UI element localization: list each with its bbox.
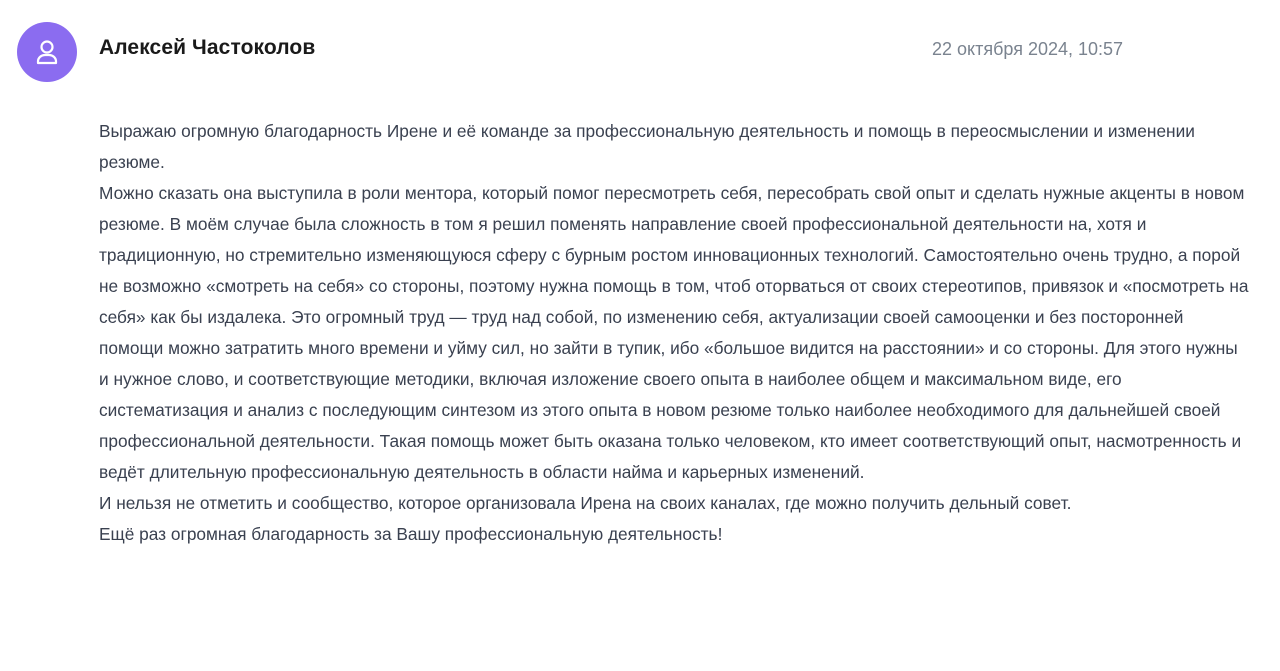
review-paragraph: И нельзя не отметить и сообщество, которое организовала Ирена на своих каналах, где можно получить дельный совет. (99, 493, 1072, 513)
review-paragraph: Выражаю огромную благодарность Ирене и её команде за профессиональную деятельность и помощь в переосмыслении и изменении резюме. (99, 121, 1195, 172)
review-text (99, 116, 1249, 550)
author-name: Алексей Частоколов (99, 36, 316, 59)
avatar (17, 22, 77, 82)
review-paragraph: Можно сказать она выступила в роли ментора, который помог пересмотреть себя, пересобрать свой опыт и сделать нужные акценты в новом резюме. В моём случае была сложность в том я решил поменять направление своей профессиональной деятельности на, хотя и традиционную, но стремительно изменяющуюся сферу с бурным ростом инновационных технологий. Самостоятельно очень трудно, а порой не возможно «смотреть на себя» со стороны, поэтому нужна помощь в том, чтоб оторваться от своих стереотипов, привязок и «посмотреть на себя» как бы издалека. Это огромный труд — труд над собой, по изменению себя, актуализации своей самооценки и без посторонней помощи можно затратить много времени и уйму сил, но зайти в тупик, ибо «большое видится на расстоянии» и со стороны. Для этого нужны и нужное слово, и соответствующие методики, включая изложение своего опыта в наиболее общем и максимальном виде, его систематизация и анализ с последующим синтезом из этого опыта в новом резюме только наиболее необходимого для дальнейшей своей профессиональной деятельности. Такая помощь может быть оказана только человеком, кто имеет соответствующий опыт, насмотренность и ведёт длительную профессиональную деятельность в области найма и карьерных изменений. (99, 183, 1249, 482)
review-date: 22 октября 2024, 10:57 (932, 39, 1124, 59)
user-icon (32, 37, 62, 67)
review-paragraph: Ещё раз огромная благодарность за Вашу профессиональную деятельность! (99, 524, 723, 544)
